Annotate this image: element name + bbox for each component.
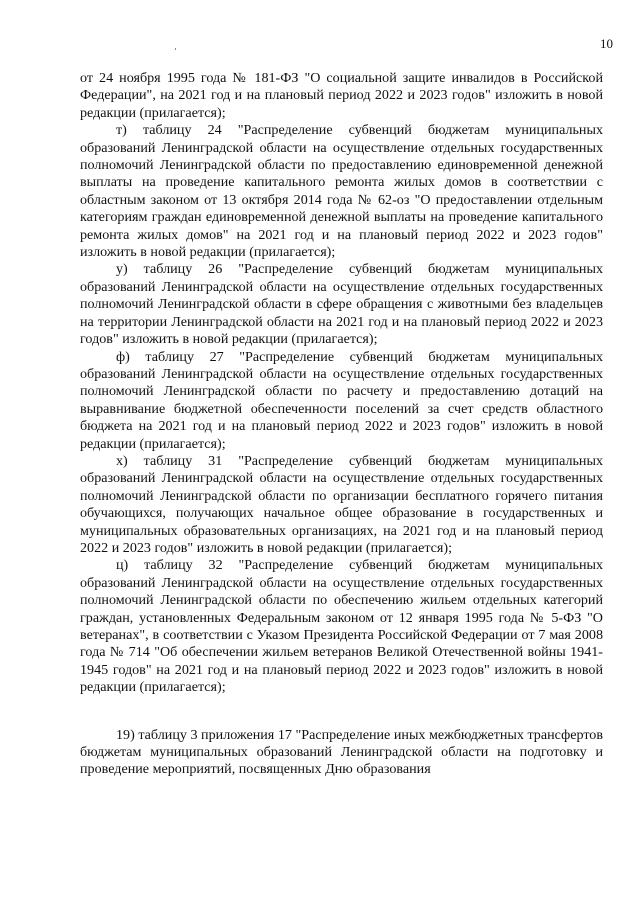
scan-artifact	[175, 48, 176, 50]
page-number: 10	[600, 36, 613, 51]
paragraph-continuation: от 24 ноября 1995 года № 181-ФЗ "О социальной защите инвалидов в Российской Федерации", на 2021 год и на плановый период 2022 и 2023 годов" изложить в новой редакции (прилагается);	[80, 70, 603, 121]
paragraph-item-h: х) таблицу 31 "Распределение субвенций бюджетам муниципальных образований Ленинградской области на осуществление отдельных государственных полномочий Ленинградской области по организации бесплатного горячего питания обучающихся, получающих начальное общее образование в государственных и муниципальных образовательных организациях, на 2021 год и на плановый период 2022 и 2023 годов" изложить в новой редакции (прилагается);	[80, 452, 603, 556]
document-body	[80, 70, 603, 779]
paragraph-item-f: ф) таблицу 27 "Распределение субвенций бюджетам муниципальных образований Ленинградской области на осуществление отдельных государственных полномочий Ленинградской области по расчету и предоставлению дотаций на выравнивание бюджетной обеспеченности поселений за счет средств областного бюджета на 2021 год и на плановый период 2022 и 2023 годов" изложить в новой редакции (прилагается);	[80, 348, 603, 452]
paragraph-item-u: у) таблицу 26 "Распределение субвенций бюджетам муниципальных образований Ленинградской области на осуществление отдельных государственных полномочий Ленинградской области в сфере обращения с животными без владельцев на территории Ленинградской области на 2021 год и на плановый период 2022 и 2023 годов" изложить в новой редакции (прилагается);	[80, 261, 603, 348]
paragraph-item-19: 19) таблицу 3 приложения 17 "Распределение иных межбюджетных трансфертов бюджетам муниципальных образований Ленинградской области на подготовку и проведение мероприятий, посвященных Дню образования	[80, 726, 603, 778]
paragraph-item-t: т) таблицу 24 "Распределение субвенций бюджетам муниципальных образований Ленинградской области на осуществление отдельных государственных полномочий Ленинградской области по предоставлению единовременной денежной выплаты на проведение капитального ремонта жилых домов в соответствии с областным законом от 13 октября 2014 года № 62-оз "О предоставлении отдельным категориям граждан единовременной денежной выплаты на проведение капитального ремонта жилых домов" на 2021 год и на плановый период 2022 и 2023 годов" изложить в новой редакции (прилагается);	[80, 122, 603, 261]
paragraph-gap	[80, 697, 603, 727]
paragraph-item-ts: ц) таблицу 32 "Распределение субвенций бюджетам муниципальных образований Ленинградской области на осуществление отдельных государственных полномочий Ленинградской области по обеспечению жильем отдельных категорий граждан, установленных Федеральным законом от 12 января 1995 года № 5-ФЗ "О ветеранах", в соответствии с Указом Президента Российской Федерации от 7 мая 2008 года № 714 "Об обеспечении жильем ветеранов Великой Отечественной войны 1941-1945 годов" на 2021 год и на плановый период 2022 и 2023 годов" изложить в новой редакции (прилагается);	[80, 557, 603, 696]
